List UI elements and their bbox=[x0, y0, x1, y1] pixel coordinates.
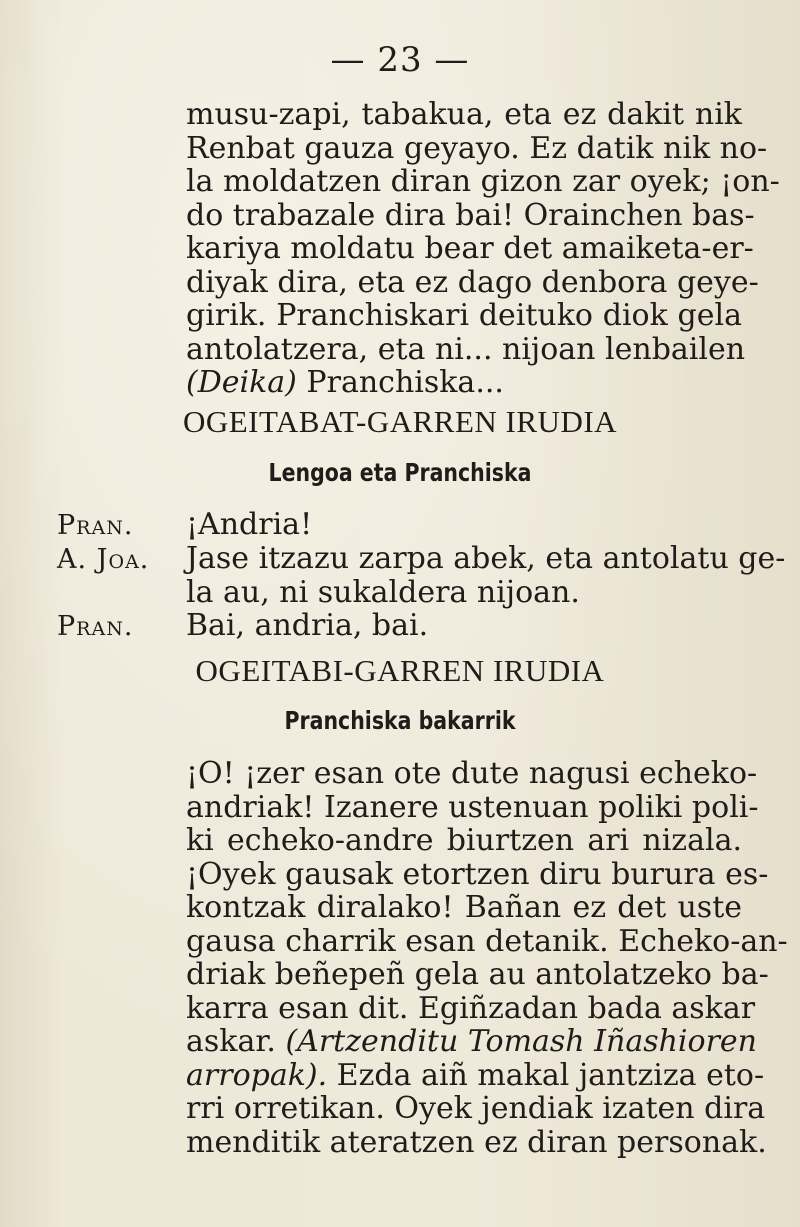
page-number: — 23 — bbox=[330, 40, 470, 80]
text-line: diyak dira, eta ez dago denbora geye- bbox=[186, 264, 759, 300]
scene-subheading: Pranchiska bakarrik bbox=[284, 706, 516, 735]
text-line: musu-zapi, tabakua, eta ez dakit nik bbox=[186, 97, 742, 132]
text-line: girik. Pranchiskari deituko diok gela bbox=[186, 298, 742, 333]
scene-heading: OGEITABI-GARREN IRUDIA bbox=[195, 653, 605, 688]
speaker-label: Pran. bbox=[57, 510, 134, 541]
text-line: ki echeko-andre biurtzen ari nizala. bbox=[186, 823, 742, 858]
scene-subheading: Lengoa eta Pranchiska bbox=[268, 458, 532, 487]
text-line: ¡Oyek gausak etortzen diru burura es- bbox=[186, 856, 769, 892]
stage-direction: (Deika) bbox=[186, 365, 297, 400]
text-line bbox=[186, 1057, 765, 1093]
speech bbox=[186, 541, 786, 610]
text-line: rri orretikan. Oyek jendiak izaten dira bbox=[186, 1091, 766, 1126]
speaker-label: A. Joa. bbox=[57, 544, 150, 575]
text-line: Renbat gauza geyayo. Ez datik nik no- bbox=[186, 130, 768, 166]
text-line: do trabazale dira bai! Orainchen bas- bbox=[186, 197, 755, 233]
scene-heading: OGEITABAT-GARREN IRUDIA bbox=[182, 404, 618, 439]
text-line: andriak! Izanere ustenuan poliki poli- bbox=[186, 789, 759, 825]
text-line: karra esan dit. Egiñzadan bada askar bbox=[186, 990, 756, 1026]
text-line: Bai, andria, bai. bbox=[186, 608, 429, 643]
text-line: la au, ni sukaldera nijoan. bbox=[186, 574, 580, 610]
text-fragment: Ezda aiñ makal jantziza eto- bbox=[327, 1057, 765, 1093]
stage-direction: (Artzenditu Tomash Iñashioren bbox=[285, 1024, 758, 1059]
text-line: ¡Andria! bbox=[186, 507, 313, 542]
speaker-label: Pran. bbox=[57, 611, 134, 642]
speech bbox=[186, 508, 742, 542]
text-line bbox=[186, 1024, 758, 1059]
text-line: driak beñepeñ gela au antolatzeko ba- bbox=[186, 957, 769, 992]
text-line: la moldatzen diran gizon zar oyek; ¡on- bbox=[186, 164, 780, 199]
text-line: menditik ateratzen ez diran personak. bbox=[186, 1124, 767, 1160]
text-line bbox=[186, 366, 742, 400]
text-line: gausa charrik esan detanik. Echeko-an- bbox=[186, 923, 788, 959]
text-line: ¡O! ¡zer esan ote dute nagusi echeko- bbox=[186, 756, 758, 791]
stage-direction: arropak). bbox=[186, 1057, 328, 1093]
text-line: kariya moldatu bear det amaiketa-er- bbox=[186, 231, 754, 266]
text-line: Jase itzazu zarpa abek, eta antolatu ge- bbox=[186, 541, 786, 576]
speech bbox=[186, 609, 742, 643]
text-fragment: Pranchiska... bbox=[296, 365, 504, 400]
paragraph-1 bbox=[186, 97, 780, 400]
text-line: kontzak diralako! Bañan ez det uste bbox=[186, 890, 742, 925]
text-fragment: askar. bbox=[186, 1024, 286, 1059]
paragraph-2 bbox=[186, 756, 788, 1160]
text-line: antolatzera, eta ni... nijoan lenbailen bbox=[186, 331, 746, 367]
